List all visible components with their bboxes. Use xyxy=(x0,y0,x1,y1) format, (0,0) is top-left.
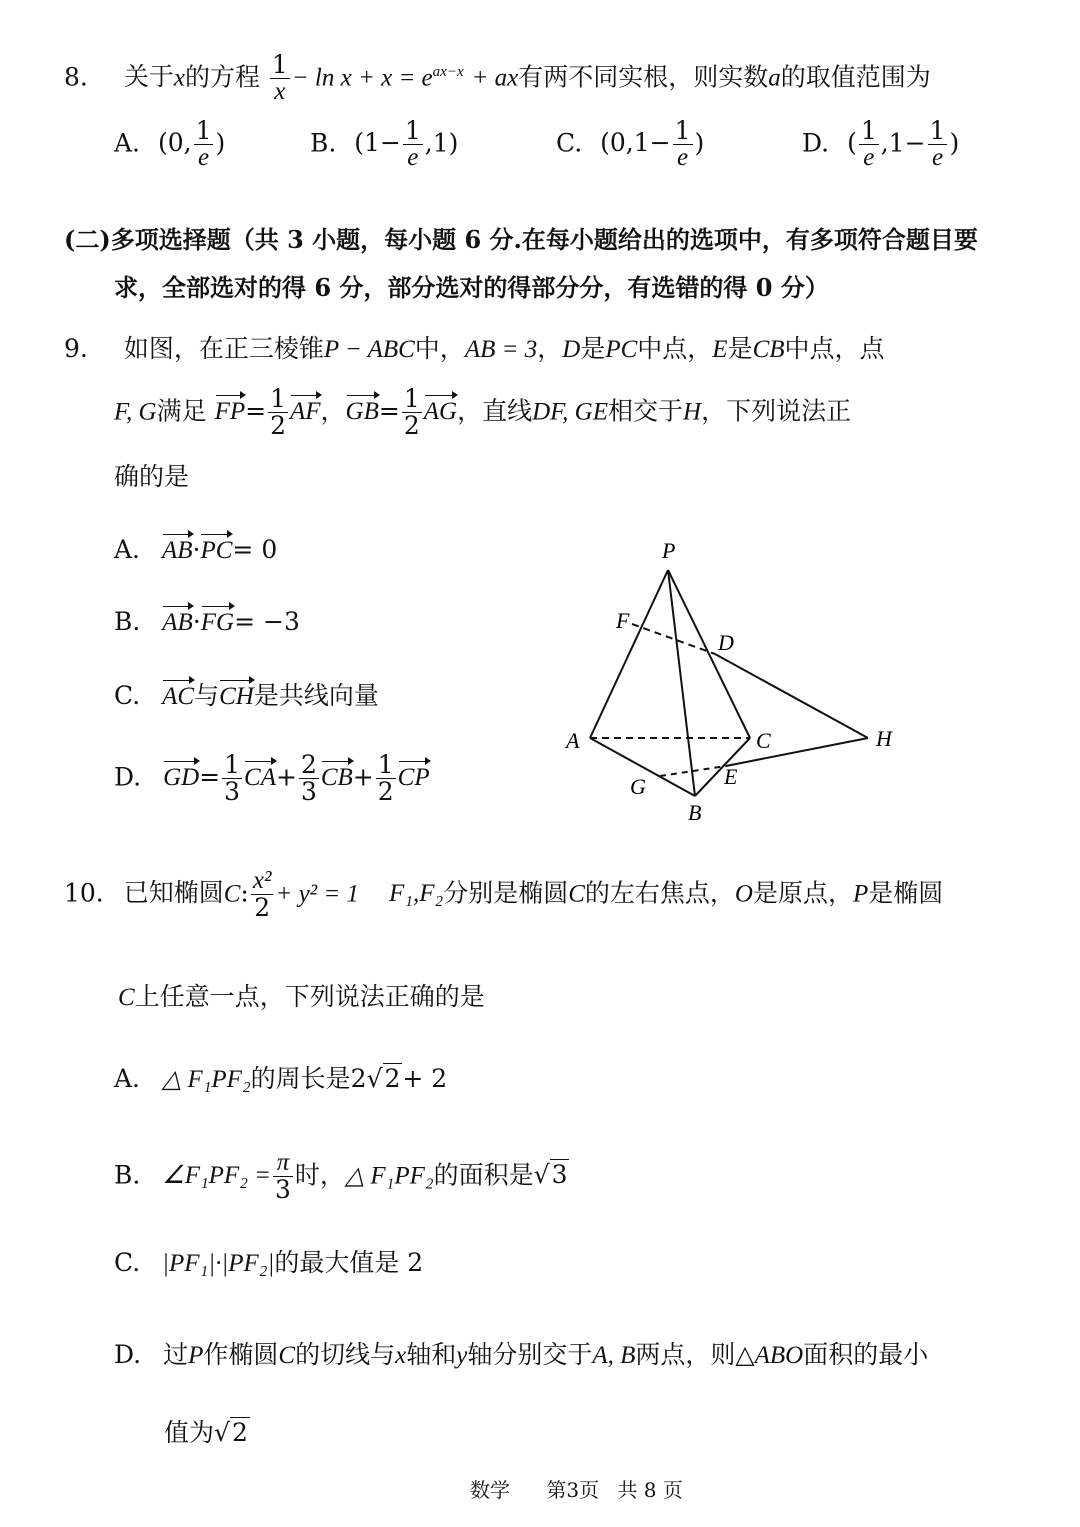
frac-bot: 2 xyxy=(254,893,271,923)
footer-total: 共 8 页 xyxy=(617,1478,683,1502)
label-b: B xyxy=(688,800,702,825)
option-label: D. xyxy=(802,128,830,158)
q8-text: 关于 xyxy=(123,62,174,92)
vector-af: AF xyxy=(290,393,321,427)
q10-math: + y² = 1 xyxy=(275,880,360,908)
vector: FG xyxy=(201,604,234,638)
option-math: |PF₁|·|PF₂| xyxy=(162,1250,275,1277)
q9-text: 中点，点 xyxy=(784,334,885,363)
vector: CA xyxy=(244,759,276,793)
option-text: ) xyxy=(949,128,960,158)
q9-text: 是 xyxy=(580,334,606,363)
frac-top: 1 xyxy=(224,750,241,779)
frac-top: 1 xyxy=(860,116,877,145)
option-label: A. xyxy=(114,128,141,158)
frac-top: 1 xyxy=(377,750,394,779)
vector: AB xyxy=(162,604,193,638)
option-text: 面积的最小 xyxy=(803,1340,929,1369)
q10-option-b xyxy=(114,1150,569,1204)
frac-bot: 3 xyxy=(275,1175,291,1205)
frac-bot: e xyxy=(407,144,419,172)
q10-math: C xyxy=(223,880,241,908)
option-text: · xyxy=(192,607,201,636)
q8-option-b xyxy=(310,118,458,172)
q9-pyramid-figure xyxy=(550,530,930,830)
label-p: P xyxy=(662,538,676,563)
option-label: B. xyxy=(114,1160,141,1190)
q9-math: PC xyxy=(605,336,638,363)
edge-cb xyxy=(695,738,750,796)
option-text: ,1− xyxy=(880,128,926,158)
option-text: + xyxy=(275,762,297,792)
q10-text: 是原点， xyxy=(752,878,853,908)
segment-dh xyxy=(715,654,868,738)
q10-math: F₁,F₂ xyxy=(389,880,444,908)
q9-math: CB xyxy=(752,336,785,363)
option-text: = −3 xyxy=(234,607,300,636)
option-text: · xyxy=(192,535,201,564)
sqrt: √3 xyxy=(533,1160,568,1190)
q10-text: 分别是椭圆 xyxy=(443,878,569,908)
footer-page: 第3页 xyxy=(546,1478,600,1502)
option-math: △ F₁PF₂ xyxy=(161,1066,251,1093)
option-label: D. xyxy=(114,1340,142,1369)
option-label: C. xyxy=(556,128,583,158)
sqrt: √2 xyxy=(366,1064,401,1093)
option-text: 是共线向量 xyxy=(253,681,379,710)
option-label: B. xyxy=(114,607,141,636)
vector: CH xyxy=(219,678,254,712)
radicand: 2 xyxy=(384,1064,401,1093)
vector: CP xyxy=(398,759,430,793)
q10-line2 xyxy=(118,982,485,1013)
option-math: P xyxy=(188,1342,204,1369)
option-text: (0,1− xyxy=(600,128,671,158)
q9-math: AB = 3 xyxy=(464,336,538,363)
q8-text: 的取值范围为 xyxy=(780,62,931,92)
frac-bot: e xyxy=(677,144,689,172)
q10-math: P xyxy=(852,880,869,908)
option-text: + 2 xyxy=(402,1064,448,1093)
option-label: B. xyxy=(310,128,337,158)
q9-text: 中， xyxy=(414,334,465,363)
option-text: ) xyxy=(215,128,226,158)
option-text: 与 xyxy=(194,681,220,710)
q9-math: E xyxy=(712,336,728,363)
q10-number: 10. xyxy=(64,878,104,908)
option-label: A. xyxy=(114,535,141,564)
option-text: 轴和 xyxy=(406,1340,457,1369)
q9-text: 中点， xyxy=(637,334,713,363)
frac-top: 1 xyxy=(271,50,288,79)
q10-math: O xyxy=(734,880,753,908)
label-e: E xyxy=(724,764,738,789)
frac-bot: 2 xyxy=(377,777,394,807)
edge-pb xyxy=(668,570,695,796)
q9-text: ， xyxy=(320,396,346,426)
option-text: ) xyxy=(694,128,705,158)
option-text: = 0 xyxy=(232,535,278,564)
vector: AC xyxy=(162,678,194,712)
option-text: + xyxy=(352,762,374,792)
q10-text: 已知椭圆 xyxy=(123,878,224,908)
q10-text: 上任意一点，下列说法正确的是 xyxy=(134,982,485,1011)
option-math: ∠F₁PF₂ = xyxy=(162,1162,272,1190)
q9-option-c xyxy=(114,678,379,712)
option-text: 值为 xyxy=(164,1418,215,1447)
q8-expr: + ax xyxy=(471,64,519,92)
option-label: C. xyxy=(114,1248,141,1277)
option-text: 过 xyxy=(163,1340,189,1369)
vector: CB xyxy=(321,759,353,793)
q9-option-d xyxy=(114,752,430,806)
q8-number: 8. xyxy=(64,62,88,92)
option-math: ABO xyxy=(754,1342,804,1369)
q9-text: ，下列说法正 xyxy=(701,396,852,426)
frac-bot: 2 xyxy=(403,411,420,441)
frac-top: 1 xyxy=(674,116,691,145)
frac-top: 1 xyxy=(403,384,420,413)
option-label: C. xyxy=(114,681,141,710)
label-c: C xyxy=(756,728,771,753)
option-math: x xyxy=(395,1342,407,1369)
q9-line1 xyxy=(64,334,885,365)
q9-text: ，直线 xyxy=(457,396,533,426)
frac-top: 1 xyxy=(929,116,946,145)
label-a: A xyxy=(566,728,580,753)
label-h: H xyxy=(876,726,892,751)
frac-bot: 3 xyxy=(300,777,317,807)
q9-line3: 确的是 xyxy=(114,462,190,491)
q8-option-c xyxy=(556,118,704,172)
q10-option-d-line2 xyxy=(164,1418,250,1448)
q8 xyxy=(64,52,931,106)
option-text: 轴分别交于 xyxy=(467,1340,593,1369)
q9-text: = xyxy=(378,396,400,426)
q8-text: 的方程 xyxy=(184,62,260,92)
option-text: 作椭圆 xyxy=(203,1340,279,1369)
q9-math: DF, GE xyxy=(532,398,609,426)
frac-bot: x xyxy=(274,78,286,106)
section-heading-line1: (二)多项选择题（共 3 小题，每小题 6 分.在每小题给出的选项中，有多项符合题目要 xyxy=(64,225,978,254)
q10-text: 是椭圆 xyxy=(868,878,944,908)
option-math: y xyxy=(456,1342,468,1369)
q9-option-a xyxy=(114,532,277,566)
q9-math: H xyxy=(683,398,702,426)
frac-top: x² xyxy=(252,867,272,894)
q9-number: 9. xyxy=(64,334,88,363)
vector-ag: AG xyxy=(424,393,457,427)
option-text: 的面积是 xyxy=(433,1160,534,1190)
label-f: F xyxy=(616,608,630,633)
option-text: (1− xyxy=(354,128,401,158)
frac-top: 2 xyxy=(300,750,317,779)
frac-bot: e xyxy=(863,144,875,172)
q8-var: a xyxy=(768,64,781,92)
q9-text: 相交于 xyxy=(608,396,684,426)
vector-gb: GB xyxy=(346,393,379,427)
q9-text: ， xyxy=(537,334,563,363)
frac-bot: e xyxy=(931,144,944,172)
q9-text: 满足 xyxy=(156,396,207,426)
q9-math: F, G xyxy=(114,398,157,426)
q10-option-c xyxy=(114,1248,423,1279)
option-math: △ F₁PF₂ xyxy=(344,1162,434,1190)
frac-bot: e xyxy=(197,144,210,172)
label-g: G xyxy=(630,774,646,799)
frac-top: 1 xyxy=(404,116,421,145)
q10-text: : xyxy=(240,878,249,908)
q9-math: P − ABC xyxy=(323,336,415,363)
vector: GD xyxy=(163,759,199,793)
frac-top: π xyxy=(273,1150,293,1177)
q9-text: 是 xyxy=(727,334,753,363)
vector: PC xyxy=(200,532,232,566)
q10-option-a xyxy=(114,1064,447,1095)
option-text: 2 xyxy=(350,1064,367,1093)
option-math: C xyxy=(278,1342,296,1369)
q10-math: C xyxy=(568,880,585,908)
q9-text: = xyxy=(245,396,267,426)
q8-option-d xyxy=(802,118,959,172)
option-text: ,1) xyxy=(424,128,459,158)
q10-option-d xyxy=(114,1340,928,1371)
option-label: A. xyxy=(114,1064,141,1093)
edge-pa xyxy=(590,570,668,738)
footer-subject: 数学 xyxy=(470,1478,510,1502)
q8-exponent: ax−x xyxy=(432,63,464,80)
option-text: (0, xyxy=(157,128,192,158)
option-text: 的切线与 xyxy=(295,1340,396,1369)
page-footer xyxy=(470,1474,683,1503)
option-text: 的最大值是 2 xyxy=(274,1248,424,1277)
option-text: ( xyxy=(847,128,857,158)
q8-var: x xyxy=(173,64,185,92)
frac-bot: 3 xyxy=(224,777,241,807)
option-text: 两点，则△ xyxy=(635,1340,755,1369)
radicand: 2 xyxy=(231,1418,248,1447)
label-d: D xyxy=(718,630,734,655)
q8-text: 有两不同实根，则实数 xyxy=(518,62,769,92)
q9-text: 如图，在正三棱锥 xyxy=(123,334,324,363)
radicand: 3 xyxy=(551,1160,568,1190)
option-label: D. xyxy=(114,762,142,792)
vector: AB xyxy=(162,532,193,566)
frac-top: 1 xyxy=(270,384,286,413)
option-text: 的周长是 xyxy=(250,1064,351,1093)
q8-expr: − ln x + x = e xyxy=(291,64,433,92)
q10-line1 xyxy=(64,868,943,922)
q9-math: D xyxy=(562,336,581,363)
q8-fraction xyxy=(270,52,290,106)
edge-pc xyxy=(668,570,750,738)
frac-top: 1 xyxy=(195,116,212,145)
vector-fp: FP xyxy=(215,393,246,427)
section-heading-line2: 求，全部选对的得 6 分，部分选对的得部分分，有选错的得 0 分） xyxy=(114,273,829,302)
option-text: 时， xyxy=(294,1160,345,1190)
q9-line2 xyxy=(114,386,851,440)
q9-option-b xyxy=(114,604,300,638)
sqrt: √2 xyxy=(214,1418,248,1447)
option-text: = xyxy=(199,762,221,792)
q10-text: 的左右焦点， xyxy=(584,878,735,908)
frac-bot: 2 xyxy=(270,411,286,441)
q8-option-a xyxy=(114,118,225,172)
q10-math: C xyxy=(118,984,135,1011)
option-math: A, B xyxy=(592,1342,636,1369)
